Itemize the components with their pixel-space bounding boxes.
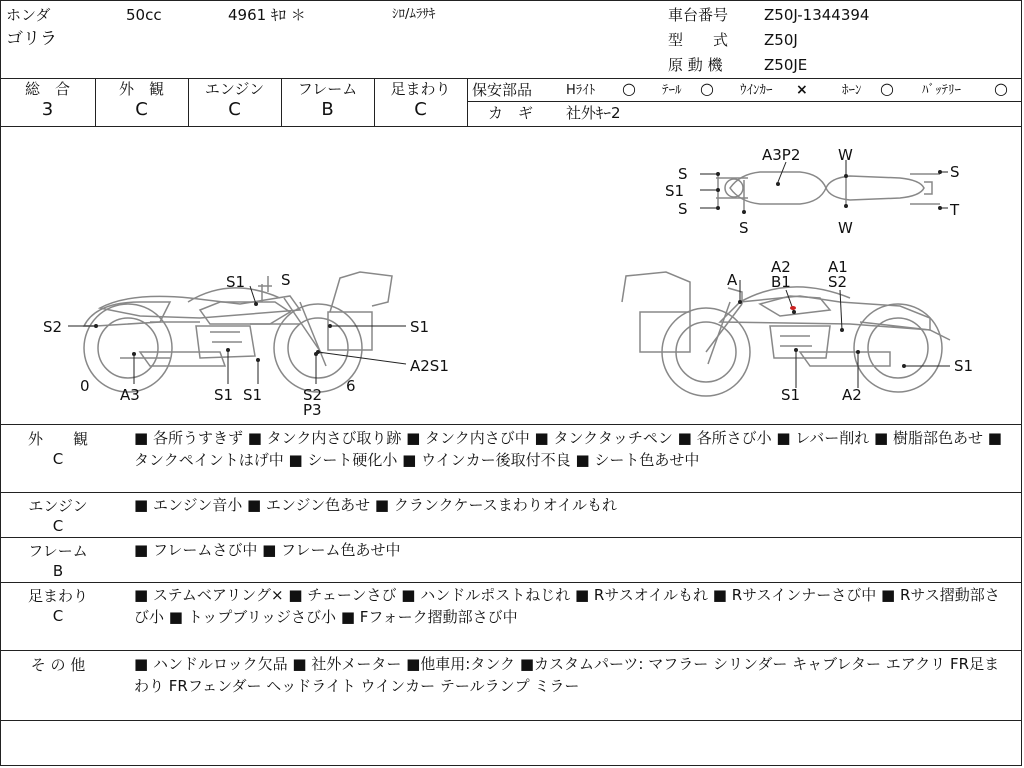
frame-no: Z50J-1344394 — [764, 6, 870, 24]
label: A — [727, 271, 738, 289]
divider — [0, 492, 1022, 493]
maker: ホンダ — [6, 6, 51, 24]
exterior-grade: C — [135, 99, 148, 120]
frame-no-label: 車台番号 — [668, 6, 729, 24]
headlight-mark: ○ — [622, 79, 636, 98]
remark-text: ■ 各所うすきず ■ タンク内さび取り跡 ■ タンク内さび中 ■ タンクタッチペン ■ 各所さび小 ■ レバー削れ ■ 樹脂部色あせ ■ タンクペイントはげ中 ■ シート硬化小 ■ ウインカー後取付不良 ■ シート色あせ中 — [134, 429, 1002, 469]
engine-model-label: 原 動 機 — [668, 56, 723, 74]
damage-diagram — [0, 126, 1022, 424]
divider — [0, 720, 1022, 721]
exterior-label: 外 観 — [118, 80, 164, 98]
winker-mark: × — [796, 82, 808, 98]
remark-label: 外 観 — [27, 430, 88, 448]
remark-grade: C — [52, 607, 64, 625]
remark-label: エンジン — [28, 497, 88, 515]
red-mark — [790, 306, 796, 310]
divider — [0, 537, 1022, 538]
frame-label: フレーム — [297, 80, 358, 98]
label: S1 — [214, 386, 234, 404]
remark-grade: C — [52, 517, 64, 535]
divider — [467, 101, 1022, 102]
battery-mark: ○ — [994, 79, 1008, 98]
headlight-label: Hﾗｲﾄ — [566, 83, 596, 98]
remark-grade: B — [52, 562, 64, 580]
horn-label: ﾎｰﾝ — [842, 83, 862, 98]
label: A2S1 — [410, 357, 449, 375]
label: A2 — [842, 386, 862, 404]
label: A1 — [828, 258, 848, 276]
label: S1 — [781, 386, 801, 404]
remark-text: ■ ハンドルロック欠品 ■ 社外メーター ■他車用:タンク ■カスタムパーツ: マフラー シリンダー キャブレター エアクリ FR足まわり FRフェンダー ヘッドライト ウインカー テールランプ ミラー — [134, 655, 1000, 695]
divider — [0, 582, 1022, 583]
divider — [0, 78, 1022, 79]
engine-model: Z50JE — [764, 56, 808, 74]
overall-grade: 3 — [41, 99, 54, 120]
taillight-mark: ○ — [700, 79, 714, 98]
remark-label: フレーム — [28, 542, 88, 560]
mileage: 4961 ｷﾛ ＊ — [228, 6, 306, 24]
label: W — [838, 146, 853, 164]
label: S2 — [828, 273, 848, 291]
type-value: Z50J — [764, 31, 798, 49]
label: W — [838, 219, 853, 237]
suspension-label: 足まわり — [390, 80, 451, 98]
key-label: カ ギ — [488, 104, 534, 122]
engine-grade: C — [228, 99, 241, 120]
displacement: 50cc — [126, 6, 162, 24]
bike-top-view — [716, 172, 940, 214]
label: S2 — [43, 318, 63, 336]
remark-grade: C — [52, 450, 64, 468]
label: S1 — [665, 182, 685, 200]
label: S — [950, 163, 960, 181]
label: S — [678, 200, 688, 218]
remark-label: そ の 他 — [30, 656, 86, 674]
label: T — [950, 201, 960, 219]
key-value: 社外ｷｰ2 — [566, 104, 621, 122]
remark-text: ■ フレームさび中 ■ フレーム色あせ中 — [134, 541, 401, 559]
horn-mark: ○ — [880, 79, 894, 98]
color: ｼﾛ/ﾑﾗｻｷ — [392, 7, 436, 22]
safety-label: 保安部品 — [472, 81, 533, 99]
remark-text: ■ エンジン音小 ■ エンジン色あせ ■ クランクケースまわりオイルもれ — [134, 496, 618, 514]
type-label: 型 式 — [668, 31, 729, 49]
label: P3 — [303, 401, 322, 419]
winker-label: ｳｲﾝｶｰ — [740, 83, 773, 98]
remark-label: 足まわり — [27, 587, 88, 605]
model-name: ゴリラ — [6, 29, 57, 49]
taillight-label: ﾃｰﾙ — [662, 83, 682, 98]
label: B1 — [771, 273, 791, 291]
suspension-grade: C — [414, 99, 427, 120]
battery-label: ﾊﾞｯﾃﾘｰ — [922, 83, 961, 98]
frame-grade: B — [321, 99, 334, 120]
divider — [0, 424, 1022, 425]
label: S — [281, 271, 291, 289]
divider — [0, 650, 1022, 651]
overall-label: 総 合 — [24, 80, 70, 98]
label: S1 — [954, 357, 974, 375]
label: 6 — [346, 377, 356, 395]
label: S1 — [243, 386, 263, 404]
label: A2 — [771, 258, 791, 276]
divider — [467, 78, 468, 126]
remark-text: ■ ステムベアリング× ■ チェーンさび ■ ハンドルポストねじれ ■ Rサスオイルもれ ■ Rサスインナーさび中 ■ Rサス摺動部さび小 ■ トップブリッジさび小 ■ Fフォーク摺動部さび中 — [134, 586, 1000, 626]
label: A3P2 — [762, 146, 801, 164]
label: S1 — [226, 273, 246, 291]
label: A3 — [120, 386, 140, 404]
label: S2 — [303, 386, 323, 404]
label: 0 — [80, 377, 90, 395]
label: S1 — [410, 318, 430, 336]
label: S — [739, 219, 749, 237]
engine-label: エンジン — [204, 80, 265, 98]
label: S — [678, 165, 688, 183]
